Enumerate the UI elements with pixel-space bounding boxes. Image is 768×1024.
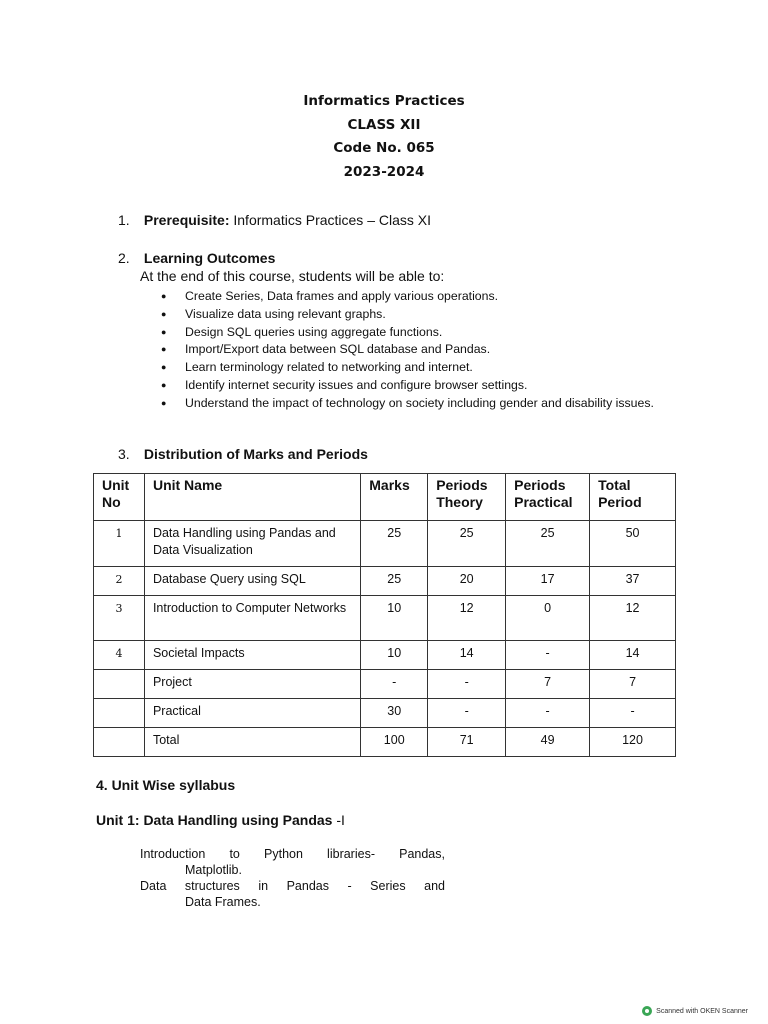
cell-total: 50	[590, 521, 676, 567]
cell-theory: 20	[428, 567, 506, 596]
cell-practical: 0	[506, 596, 590, 641]
cell-unit-no	[94, 728, 145, 757]
distribution-heading	[118, 446, 368, 462]
learning-outcomes-heading	[118, 250, 275, 266]
cell-unit-no: 1	[94, 521, 145, 567]
list-item: ● Learn terminology related to networking and internet.	[140, 359, 680, 377]
cell-theory: 14	[428, 641, 506, 670]
cell-marks: 25	[361, 567, 428, 596]
unit1-heading	[96, 812, 345, 828]
table-row	[94, 521, 676, 567]
prerequisite-label: Prerequisite:	[143, 212, 230, 228]
col-header-marks: Marks	[361, 474, 428, 521]
cell-practical: -	[506, 699, 590, 728]
marks-distribution-table	[93, 473, 676, 757]
topic-line: Data structures in Pandas - Series and	[140, 879, 445, 893]
cell-marks: -	[361, 670, 428, 699]
cell-unit-no	[94, 670, 145, 699]
unit1-topic-2	[140, 878, 445, 910]
class-title: CLASS XII	[347, 116, 421, 133]
section-number: 3.	[118, 446, 130, 462]
table-row	[94, 567, 676, 596]
cell-unit-no: 2	[94, 567, 145, 596]
cell-total: 14	[590, 641, 676, 670]
cell-practical: -	[506, 641, 590, 670]
section-number: 2.	[118, 250, 130, 266]
document-header	[0, 90, 768, 184]
scanner-watermark	[642, 1006, 748, 1016]
cell-theory: 71	[428, 728, 506, 757]
cell-practical: 7	[506, 670, 590, 699]
topic-line-continued: Data Frames.	[185, 895, 261, 909]
topic-line-continued: Matplotlib.	[185, 863, 242, 877]
cell-total: 7	[590, 670, 676, 699]
learning-outcomes-list	[140, 288, 680, 413]
unit1-suffix: -I	[336, 812, 345, 828]
list-item: ● Visualize data using relevant graphs.	[140, 306, 680, 324]
col-header-total-period: Total Period	[590, 474, 676, 521]
cell-unit-name: Societal Impacts	[144, 641, 360, 670]
cell-practical: 49	[506, 728, 590, 757]
section-number: 1.	[118, 212, 130, 228]
cell-unit-name: Introduction to Computer Networks	[144, 596, 360, 641]
list-item: ● Import/Export data between SQL database and Pandas.	[140, 341, 680, 359]
academic-year: 2023-2024	[343, 163, 425, 180]
prerequisite-section	[118, 212, 431, 228]
cell-practical: 25	[506, 521, 590, 567]
topic-line: Introduction to Python libraries- Pandas,	[140, 847, 445, 861]
prerequisite-text: Informatics Practices – Class XI	[233, 212, 431, 228]
cell-theory: -	[428, 670, 506, 699]
table-row	[94, 670, 676, 699]
cell-marks: 100	[361, 728, 428, 757]
cell-marks: 10	[361, 641, 428, 670]
col-header-unit-no: Unit No	[94, 474, 145, 521]
list-item: ● Design SQL queries using aggregate functions.	[140, 324, 680, 342]
cell-unit-no: 3	[94, 596, 145, 641]
cell-unit-name: Total	[144, 728, 360, 757]
cell-theory: -	[428, 699, 506, 728]
col-header-periods-theory: Periods Theory	[428, 474, 506, 521]
cell-practical: 17	[506, 567, 590, 596]
cell-theory: 25	[428, 521, 506, 567]
cell-unit-no	[94, 699, 145, 728]
table-row-total	[94, 728, 676, 757]
list-item: ● Identify internet security issues and configure browser settings.	[140, 377, 680, 395]
table-row	[94, 699, 676, 728]
table-row	[94, 641, 676, 670]
table-header-row	[94, 474, 676, 521]
cell-unit-no: 4	[94, 641, 145, 670]
col-header-unit-name: Unit Name	[144, 474, 360, 521]
table-row	[94, 596, 676, 641]
subject-title: Informatics Practices	[303, 93, 465, 109]
cell-total: 37	[590, 567, 676, 596]
cell-marks: 30	[361, 699, 428, 728]
list-item: ● Understand the impact of technology on society including gender and disability issues.	[140, 395, 680, 413]
cell-marks: 25	[361, 521, 428, 567]
scanner-text: Scanned with OKEN Scanner	[656, 1007, 748, 1015]
cell-unit-name: Project	[144, 670, 360, 699]
cell-marks: 10	[361, 596, 428, 641]
learning-outcomes-intro: At the end of this course, students will be able to:	[140, 268, 445, 284]
col-header-periods-practical: Periods Practical	[506, 474, 590, 521]
cell-total: 120	[590, 728, 676, 757]
cell-total: 12	[590, 596, 676, 641]
scanner-logo-icon	[642, 1006, 652, 1016]
cell-unit-name: Practical	[144, 699, 360, 728]
cell-theory: 12	[428, 596, 506, 641]
cell-total: -	[590, 699, 676, 728]
unit-wise-syllabus-heading: 4. Unit Wise syllabus	[96, 777, 236, 793]
distribution-title: Distribution of Marks and Periods	[143, 446, 368, 462]
unit1-title: Unit 1: Data Handling using Pandas	[96, 812, 333, 828]
cell-unit-name: Database Query using SQL	[144, 567, 360, 596]
learning-outcomes-title: Learning Outcomes	[143, 250, 276, 266]
cell-unit-name: Data Handling using Pandas and Data Visualization	[144, 521, 360, 567]
unit1-topic-1	[140, 846, 445, 878]
list-item: ● Create Series, Data frames and apply various operations.	[140, 288, 680, 306]
code-number: Code No. 065	[333, 140, 435, 156]
